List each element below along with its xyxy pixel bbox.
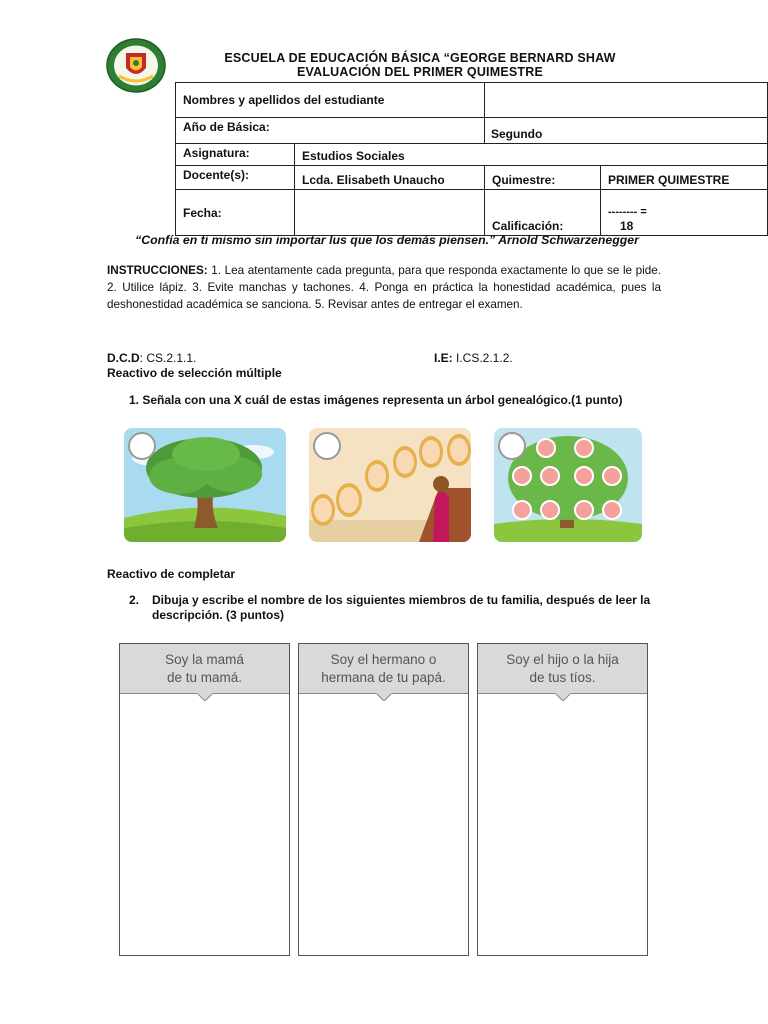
- option-2-checkbox[interactable]: [313, 432, 341, 460]
- option-family-tree-image[interactable]: [494, 428, 642, 542]
- card-header: [299, 644, 468, 694]
- teacher-value[interactable]: Lcda. Elisabeth Unaucho: [295, 166, 485, 190]
- exam-title: EVALUACIÓN DEL PRIMER QUIMESTRE: [296, 65, 544, 79]
- subject-label: Asignatura:: [176, 144, 295, 166]
- grade-cell[interactable]: [601, 190, 768, 236]
- card-prompt: Soy el hermano o hermana de tu papá.: [321, 651, 446, 685]
- subject-value[interactable]: Estudios Sociales: [295, 144, 768, 166]
- term-value[interactable]: PRIMER QUIMESTRE: [601, 166, 768, 190]
- ie-label: I.E:: [434, 351, 453, 365]
- year-label: Año de Básica:: [176, 118, 485, 144]
- drawing-card-uncle-aunt[interactable]: [298, 643, 469, 956]
- option-tree-image[interactable]: [124, 428, 286, 542]
- instructions: [107, 262, 661, 313]
- option-1-checkbox[interactable]: [128, 432, 156, 460]
- teacher-label: Docente(s):: [176, 166, 295, 190]
- question-1: 1. Señala con una X cuál de estas imágenes representa un árbol genealógico.(1 punto): [129, 393, 623, 407]
- card-header: [478, 644, 647, 694]
- question-2-text: Dibuja y escribe el nombre de los siguientes miembros de tu familia, después de leer la descripción. (3 puntos): [152, 593, 651, 622]
- student-info-table: [175, 82, 768, 236]
- student-name-field[interactable]: [485, 83, 768, 118]
- card-prompt: Soy el hijo o la hija de tus tíos.: [506, 651, 619, 685]
- instructions-label: INSTRUCCIONES:: [107, 264, 208, 277]
- school-logo: [106, 38, 166, 93]
- question-2-number: 2.: [129, 593, 140, 607]
- school-title: [170, 51, 670, 79]
- student-name-label: Nombres y apellidos del estudiante: [176, 83, 485, 118]
- motivational-quote: “Confía en ti mismo sin importar lus que los demás piensen.” Arnold Schwarzenegger: [135, 233, 639, 247]
- school-name: ESCUELA DE EDUCACIÓN BÁSICA “GEORGE BERNARD SHAW: [224, 51, 616, 65]
- year-value[interactable]: Segundo: [485, 118, 768, 144]
- option-3-checkbox[interactable]: [498, 432, 526, 460]
- ie-value: I.CS.2.1.2.: [452, 351, 513, 365]
- section-multiple-choice-title: Reactivo de selección múltiple: [107, 366, 282, 380]
- option-portraits-image[interactable]: [309, 428, 471, 542]
- date-label: Fecha:: [176, 190, 295, 236]
- section-completion-title: Reactivo de completar: [107, 567, 236, 581]
- ie-code: [434, 351, 513, 365]
- card-prompt: Soy la mamá de tu mamá.: [165, 651, 244, 685]
- dcd-code: [107, 351, 196, 365]
- chevron-down-icon: [376, 693, 392, 701]
- card-header: [120, 644, 289, 694]
- drawing-card-cousin[interactable]: [477, 643, 648, 956]
- date-field[interactable]: [295, 190, 485, 236]
- question-2: [129, 593, 661, 623]
- term-label: Quimestre:: [485, 166, 601, 190]
- dcd-value: : CS.2.1.1.: [139, 351, 197, 365]
- grade-label: Calificación:: [485, 190, 601, 236]
- grade-total: 18: [620, 219, 634, 233]
- dcd-label: D.C.D: [107, 351, 140, 365]
- instructions-text: 1. Lea atentamente cada pregunta, para que responda exactamente lo que se le pide. 2. Utilice lápiz. 3. Evite manchas y tachones. 4. Ponga en práctica la honestidad académica, pues la deshonestidad académica se sanciona. 5. Revisar antes de entregar el examen.: [107, 264, 661, 311]
- drawing-card-grandmother[interactable]: [119, 643, 290, 956]
- grade-blank: -------- =: [608, 206, 647, 218]
- chevron-down-icon: [197, 693, 213, 701]
- chevron-down-icon: [555, 693, 571, 701]
